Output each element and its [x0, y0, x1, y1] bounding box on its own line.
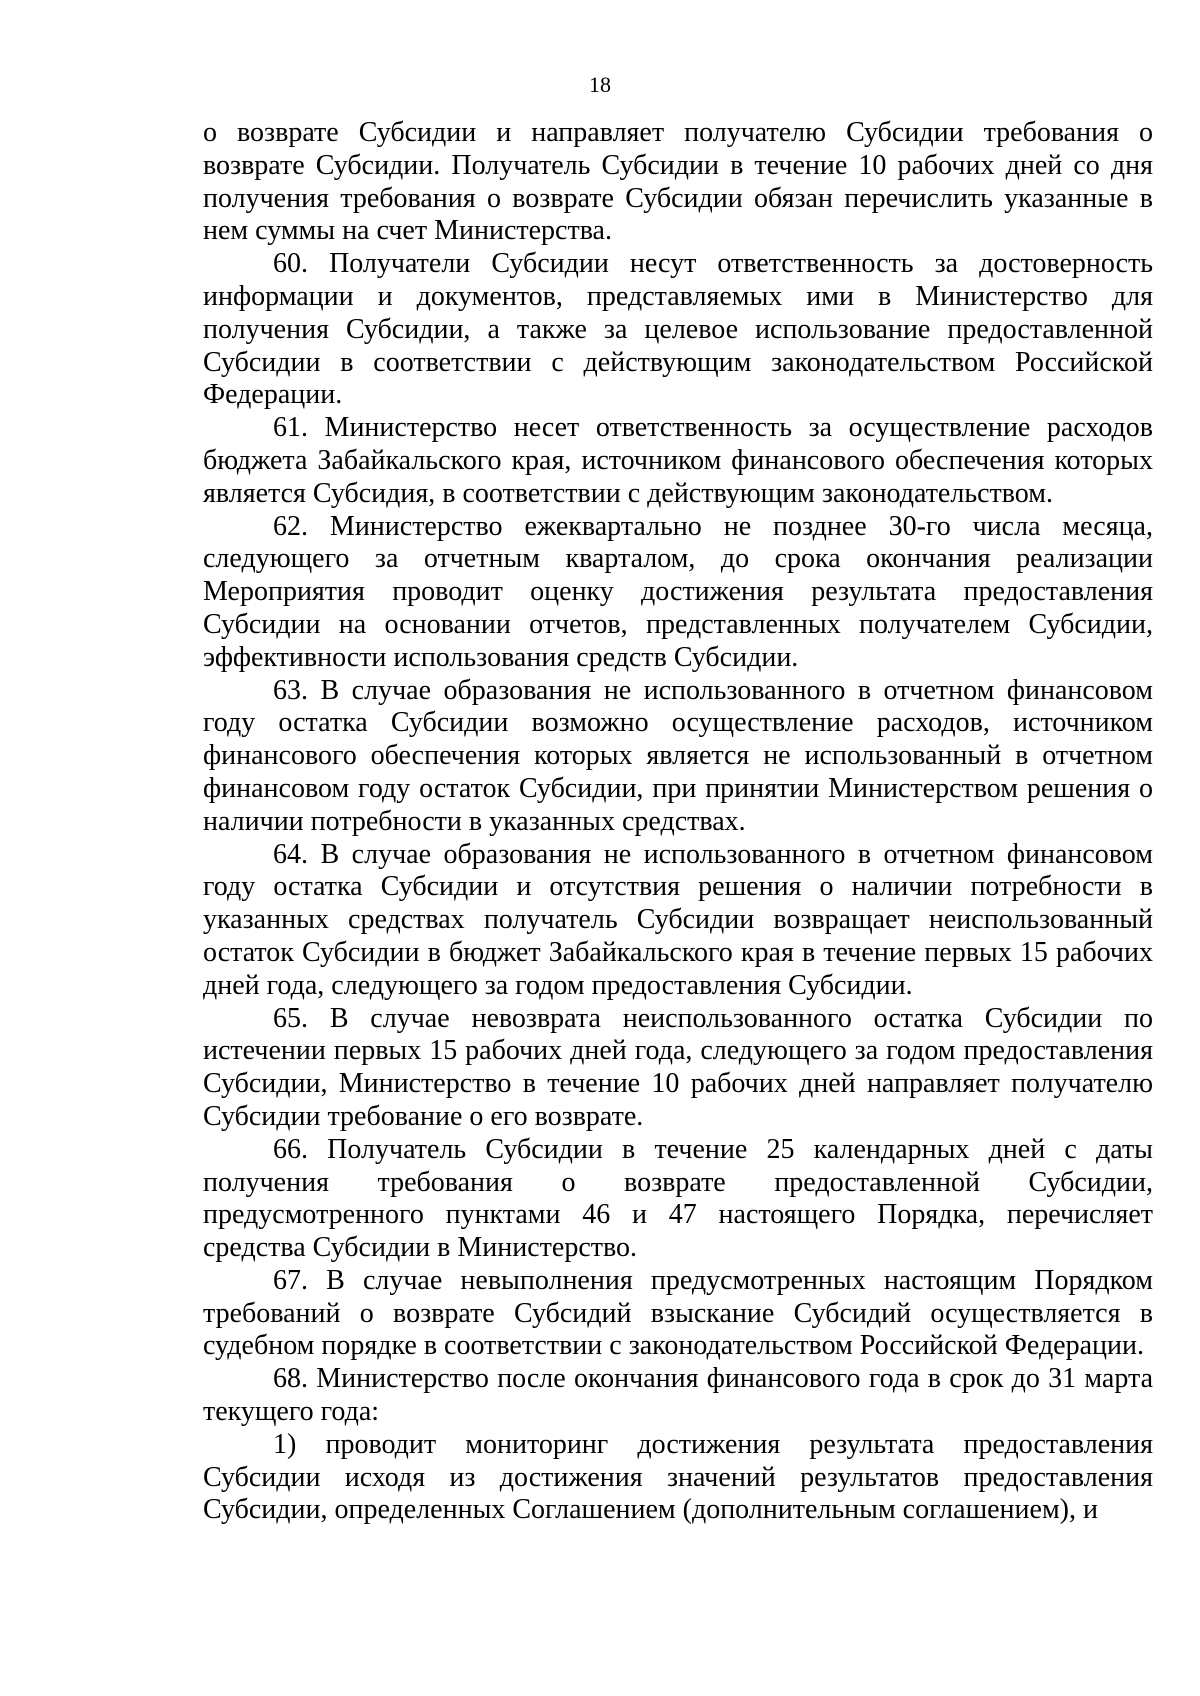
- page-number: 18: [589, 72, 611, 97]
- paragraph-64: 64. В случае образования не использованного в отчетном финансовом году остатка Субсидии и отсутствия решения о наличии потребности в указанных средствах получатель Субсидии возвращает неиспользованный остаток Субсидии в бюджет Забайкальского края в течение первых 15 рабочих дней года, следующего за годом предоставления Субсидии.: [203, 838, 1153, 1001]
- paragraph-61: 61. Министерство несет ответственность за осуществление расходов бюджета Забайкальского края, источником финансового обеспечения которых является Субсидия, в соответствии с действующим законодательством.: [203, 412, 1153, 509]
- paragraph-60: 60. Получатели Субсидии несут ответственность за достоверность информации и документов, представляемых ими в Министерство для получения Субсидии, а также за целевое использование предоставленной Субсидии в соответствии с действующим законодательством Российской Федерации.: [203, 248, 1153, 411]
- paragraph-67: 67. В случае невыполнения предусмотренных настоящим Порядком требований о возврате Субсидий взыскание Субсидий осуществляется в судебном порядке в соответствии с законодательством Российской Федерации.: [203, 1264, 1153, 1362]
- paragraph-66: 66. Получатель Субсидии в течение 25 календарных дней с даты получения требования о возврате предоставленной Субсидии, предусмотренного пунктами 46 и 47 настоящего Порядка, перечисляет средства Субсидии в Министерство.: [203, 1133, 1153, 1264]
- paragraph-68-item-1: 1) проводит мониторинг достижения результата предоставления Субсидии исходя из достижения значений результатов предоставления Субсидии, определенных Соглашением (дополнительным соглашением), и: [203, 1428, 1153, 1526]
- paragraph-62: 62. Министерство ежеквартально не позднее 30-го числа месяца, следующего за отчетным кварталом, до срока окончания реализации Мероприятия проводит оценку достижения результата предоставления Субсидии на основании отчетов, представленных получателем Субсидии, эффективности использования средств Субсидии.: [203, 510, 1153, 673]
- paragraph-63: 63. В случае образования не использованного в отчетном финансовом году остатка Субсидии возможно осуществление расходов, источником финансового обеспечения которых является не использованный в отчетном финансовом году остаток Субсидии, при принятии Министерством решения о наличии потребности в указанных средствах.: [203, 674, 1153, 837]
- document-body: [203, 117, 1153, 1527]
- paragraph-continuation: о возврате Субсидии и направляет получателю Субсидии требования о возврате Субсидии. Получатель Субсидии в течение 10 рабочих дней со дня получения требования о возврате Субсидии обязан перечислить указанные в нем суммы на счет Министерства.: [203, 117, 1153, 247]
- paragraph-68: 68. Министерство после окончания финансового года в срок до 31 марта текущего года:: [203, 1363, 1153, 1428]
- paragraph-65: 65. В случае невозврата неиспользованного остатка Субсидии по истечении первых 15 рабочих дней года, следующего за годом предоставления Субсидии, Министерство в течение 10 рабочих дней направляет получателю Субсидии требование о его возврате.: [203, 1002, 1153, 1132]
